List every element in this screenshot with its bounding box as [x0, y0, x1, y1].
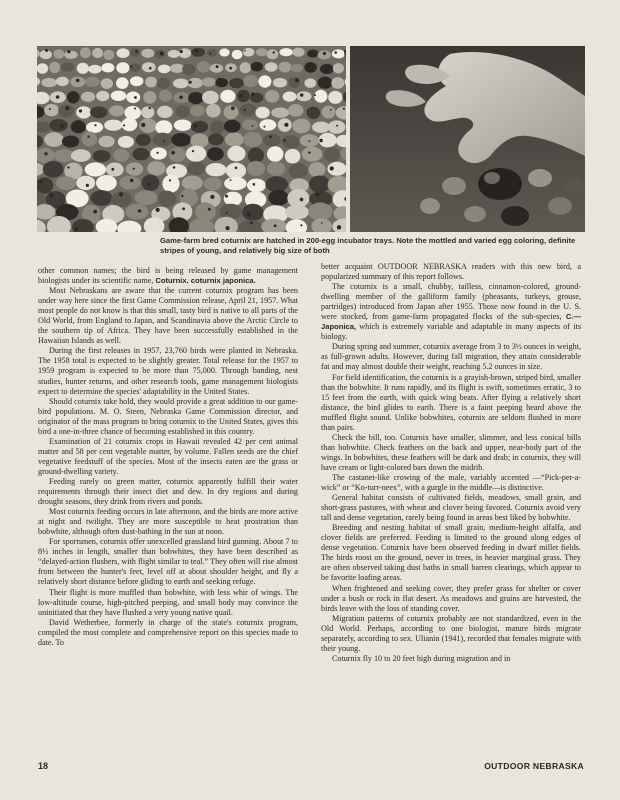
egg-speckle — [252, 125, 254, 127]
egg-shape — [288, 104, 303, 117]
egg-shape — [96, 175, 117, 191]
egg-shape — [232, 50, 243, 59]
egg-speckle — [111, 168, 114, 171]
egg-shape — [141, 49, 154, 58]
egg-shape — [103, 50, 114, 60]
egg-shape — [174, 120, 192, 131]
egg-shape — [104, 120, 123, 131]
egg-shape — [170, 64, 185, 73]
egg-shape — [292, 48, 304, 57]
egg-speckle — [87, 136, 89, 138]
egg-speckle — [56, 95, 60, 99]
egg-shape — [328, 120, 346, 133]
egg-shape — [289, 163, 308, 178]
egg-speckle — [269, 135, 272, 138]
egg-shape — [247, 179, 266, 193]
egg-shape — [157, 106, 173, 118]
egg-shape — [76, 176, 95, 190]
egg-speckle — [157, 152, 159, 154]
egg-shape — [106, 163, 124, 177]
egg-speckle — [149, 67, 152, 70]
egg-shape — [265, 62, 278, 71]
egg-speckle — [181, 195, 183, 197]
egg-shape — [145, 77, 157, 88]
egg-speckle — [44, 152, 47, 155]
paragraph: When frightened and seeking cover, they prefer grass for shelter or cover under a bush or rock in flat desert. As meadows and grains are harvested, the birds leave with the loss of standing cover. — [321, 583, 581, 613]
egg-speckle — [130, 65, 132, 67]
egg-speckle — [217, 153, 221, 157]
paragraph: Should coturnix take hold, they would provide a great addition to our game-bird populations. M. O. Steen, Nebraska Game Commission director, and originator of the mass program to bring coturnix to the United States, gives this bird a one-in-three chance of becoming established in this country. — [38, 396, 298, 436]
paragraph: Migration patterns of coturnix probably are not standardized, even in the Old World. Perhaps, according to one biologist, mature birds migrate separately, according to sex. Ulianin (1941), recorded that females migrate with their young. — [321, 613, 581, 653]
egg-shape — [227, 146, 245, 162]
egg-speckle — [330, 109, 332, 111]
egg-shape — [143, 91, 156, 104]
egg-shape — [206, 104, 221, 118]
egg-shape — [56, 77, 69, 87]
egg-speckle — [130, 179, 133, 182]
egg-speckle — [209, 52, 211, 54]
photo-row — [37, 46, 585, 232]
paragraph: Most coturnix feeding occurs in late afternoon, and the birds are more active at night and twilight. They are more susceptible to heat prostration than bobwhite, although often dust-bathing in the sun at noon. — [38, 507, 298, 537]
egg-speckle — [65, 106, 69, 110]
egg-speckle — [133, 168, 135, 170]
egg-shape — [259, 119, 276, 130]
egg-shape — [239, 104, 256, 117]
egg-speckle — [239, 94, 242, 97]
egg-speckle — [156, 208, 160, 212]
egg-speckle — [253, 183, 256, 186]
egg-speckle — [251, 93, 254, 96]
egg-shape — [133, 148, 150, 161]
egg-shape — [188, 92, 204, 104]
egg-shape — [267, 146, 283, 161]
egg-shape — [279, 48, 292, 56]
egg-speckle — [39, 180, 42, 183]
egg-speckle — [45, 49, 48, 52]
egg-shape — [116, 62, 129, 73]
paragraph: Feeding rarely on green matter, coturnix apparently fulfill their water requirements through their insect diet and dew. In dry regions and during drought seasons, they drink from rivers and ponds. — [38, 476, 298, 507]
egg-shape — [126, 92, 140, 104]
egg-shape — [119, 176, 140, 190]
egg-shape — [99, 136, 115, 148]
egg-shape — [41, 78, 57, 87]
egg-speckle — [147, 183, 150, 186]
egg-shape — [202, 91, 219, 104]
paragraph: The coturnix is a small, chubby, tailless, cinnamon-colored, ground-dwelling member of the galliform family (pheasants, turkeys, grouse, partridges) introduced from Japan after 1955. Those now found in the U. S. were stocked, from game-farm propagated flocks of the sub-species, C.—Japonica, which is extremely variable and adaptable in many aspects of its biology. — [321, 282, 581, 342]
egg-shape — [278, 62, 291, 73]
egg-shape — [229, 78, 243, 88]
egg-shape — [118, 136, 134, 148]
egg-shape — [162, 175, 179, 193]
egg-shape — [242, 204, 263, 221]
egg-shape — [49, 62, 60, 73]
egg-speckle — [49, 108, 51, 110]
egg-speckle — [179, 96, 183, 100]
egg-shape — [273, 78, 287, 88]
egg-shape — [314, 90, 327, 103]
paragraph: For sportsmen, coturnix offer unexcelled grassland bird gunning. About 7 to 8½ inches in length, smaller than bobwhites, they have been described as “delayed-action flushers, with flight similar to teal.” They often will rise almost from between the hunter's feet, level off at about shoulder height, and fly a relatively short distance before gliding to earth and seeking refuge. — [38, 537, 298, 587]
paragraph: Examination of 21 coturnix crops in Hawaii revealed 42 per cent animal matter and 58 per cent vegetable matter, by volume. Fallen seeds are the chief vegetative feedstuff of the species. Most of the insects eaten are the grass or ground-dwelling variety. — [38, 436, 298, 476]
egg-shape — [332, 49, 345, 58]
egg-speckle — [336, 125, 338, 127]
egg-shape — [86, 122, 103, 133]
egg-speckle — [189, 81, 192, 84]
egg-shape — [219, 48, 229, 56]
egg-shape — [309, 162, 326, 177]
paragraph: For field identification, the coturnix is a grayish-brown, striped bird, smaller than the bobwhite. It runs rapidly, and its flight is swift, sometimes erratic, 3 to 15 feet from the earth, with quick wing beats. After flying a relatively short distance, the bird glides to earth. There is a faint peeping heard above the muffled flight sound. Unlike bobwhites, coturnix are seldom flushed in more than pairs. — [321, 372, 581, 432]
egg-shape — [191, 48, 205, 57]
egg-shape — [43, 161, 64, 178]
egg-shape — [285, 205, 309, 220]
egg-speckle — [226, 226, 230, 230]
egg-speckle — [169, 179, 171, 181]
egg-shape — [187, 162, 205, 175]
egg-shape — [224, 105, 239, 119]
egg-shape — [224, 192, 242, 206]
egg-speckle — [149, 107, 151, 109]
magazine-title: OUTDOOR NEBRASKA — [484, 761, 584, 771]
egg-speckle — [295, 78, 299, 82]
egg-speckle — [173, 166, 176, 169]
right-column — [321, 262, 581, 664]
egg-shape — [237, 90, 250, 103]
egg-speckle — [192, 150, 194, 152]
egg-shape — [328, 91, 342, 104]
egg-speckle — [250, 221, 253, 224]
egg-shape — [267, 49, 279, 59]
egg-shape — [173, 79, 189, 89]
egg-shape — [288, 77, 300, 88]
egg-shape — [130, 48, 140, 57]
egg-speckle — [163, 140, 165, 142]
egg-shape — [58, 104, 74, 117]
egg-shape — [85, 77, 100, 87]
egg-speckle — [123, 124, 125, 126]
left-column — [38, 266, 298, 648]
egg-speckle — [50, 193, 54, 197]
egg-speckle — [138, 209, 141, 212]
photo-caption: Game-farm bred coturnix are hatched in 200-egg incubator trays. Note the mottled and varied egg coloring, definite stripes of young, and relatively big size of both — [160, 236, 576, 255]
egg-shape — [331, 77, 344, 89]
egg-speckle — [300, 224, 302, 226]
egg-shape — [247, 161, 265, 176]
egg-shape — [258, 75, 271, 87]
egg-shape — [116, 77, 129, 89]
egg-speckle — [119, 192, 123, 196]
egg-shape — [333, 63, 344, 73]
egg-speckle — [300, 198, 304, 202]
egg-shape — [136, 134, 151, 146]
egg-shape — [283, 92, 297, 102]
egg-shape — [322, 106, 336, 119]
egg-shape — [90, 106, 108, 118]
egg-speckle — [208, 208, 211, 211]
egg-shape — [88, 65, 101, 74]
egg-shape — [157, 78, 171, 89]
paragraph: David Wetherbee, formerly in charge of the state's coturnix program, compiled the most complete and comprehensive report on this species made to date. To — [38, 617, 298, 647]
hand-photo-graphic — [350, 46, 585, 232]
egg-shape — [290, 64, 303, 73]
egg-shape — [81, 92, 95, 102]
egg-shape — [158, 65, 171, 74]
egg-shape — [37, 63, 48, 74]
egg-shape — [190, 105, 205, 116]
egg-speckle — [76, 79, 80, 83]
egg-shape — [61, 63, 75, 72]
paragraph: The castanet-like crowing of the male, variably accented —“Pick-per-a-wick” or “Ko-turr-neex”, with a gurgle in the middle—is distinctive. — [321, 472, 581, 493]
paragraph: During spring and summer, coturnix average from 3 to 3½ ounces in weight, as full-grown adults. However, during fall migration, they attain considerable fat and may almost double their weight, reaching 5.2 ounces in size. — [321, 342, 582, 372]
egg-shape — [117, 48, 130, 58]
egg-shape — [304, 62, 317, 73]
egg-shape — [171, 133, 191, 146]
egg-shape — [62, 136, 79, 148]
egg-shape — [292, 119, 310, 134]
egg-shape — [150, 147, 167, 159]
egg-speckle — [263, 126, 265, 128]
egg-shape — [208, 133, 224, 145]
egg-shape — [263, 134, 281, 146]
egg-speckle — [229, 67, 232, 70]
egg-shape — [54, 49, 65, 59]
egg-shape — [265, 176, 288, 192]
egg-shape — [210, 121, 224, 135]
egg-shape — [243, 75, 258, 87]
paragraph: Check the bill, too. Coturnix have smaller, slimmer, and less conical bills than bobwhite. Check feathers on the back and upper, near-body part of the wings. In bobwhites, these feathers will be dark and drab; in coturnix, they will have cream or light-colored bars down the midrib. — [321, 432, 581, 472]
egg-speckle — [334, 51, 337, 54]
egg-shape — [304, 78, 316, 88]
egg-shape — [207, 49, 217, 57]
egg-shape — [142, 175, 160, 192]
egg-speckle — [315, 193, 319, 197]
egg-shape — [285, 149, 301, 164]
egg-shape — [318, 77, 333, 89]
egg-shape — [179, 48, 192, 58]
page-number: 18 — [38, 761, 49, 771]
egg-shape — [169, 147, 186, 162]
egg-shape — [91, 190, 113, 206]
egg-speckle — [314, 94, 316, 96]
egg-shape — [153, 133, 173, 147]
egg-speckle — [60, 124, 64, 128]
egg-speckle — [79, 109, 82, 112]
egg-speckle — [300, 93, 303, 96]
egg-shape — [202, 77, 216, 86]
egg-shape — [158, 191, 176, 207]
paragraph: better acquaint OUTDOOR NEBRASKA readers with this new bird, a popularized summary of this report follows. — [321, 262, 581, 282]
egg-shape — [282, 135, 300, 148]
egg-shape — [56, 176, 76, 190]
egg-speckle — [216, 65, 219, 68]
egg-shape — [268, 190, 288, 206]
egg-speckle — [86, 184, 89, 187]
egg-shape — [302, 147, 323, 162]
egg-shape — [159, 90, 172, 102]
egg-speckle — [319, 139, 323, 143]
egg-shape — [130, 76, 143, 86]
egg-shape — [240, 62, 251, 73]
egg-shape — [80, 47, 91, 58]
egg-speckle — [141, 123, 145, 127]
egg-speckle — [231, 106, 235, 110]
egg-shape — [77, 63, 89, 74]
egg-speckle — [330, 166, 334, 170]
egg-speckle — [210, 195, 214, 199]
egg-shape — [101, 63, 114, 73]
egg-shape — [71, 149, 91, 162]
egg-speckle — [247, 212, 251, 216]
egg-shape — [210, 64, 223, 73]
egg-shape — [197, 61, 211, 72]
egg-speckle — [244, 50, 246, 52]
egg-shape — [125, 204, 148, 220]
egg-speckle — [67, 50, 70, 53]
egg-shape — [206, 163, 227, 176]
egg-shape — [168, 50, 180, 58]
egg-speckle — [195, 49, 199, 53]
egg-speckle — [244, 109, 246, 111]
egg-shape — [176, 105, 190, 117]
egg-shape — [190, 133, 208, 148]
egg-speckle — [306, 63, 310, 67]
egg-speckle — [226, 212, 228, 214]
egg-speckle — [225, 195, 228, 198]
egg-shape — [96, 91, 109, 101]
egg-shape — [296, 91, 311, 101]
egg-shape — [155, 120, 172, 134]
paragraph: Most Nebraskans are aware that the current coturnix program has been under way here since the first Game Commission release, April 21, 1957. What most people do not know is that this small, tasty bird is native to all parts of the Old World, from England to Japan, and Scandinavia above the Arctic Circle to the southern tip of Africa. They have been successfully established in the Hawaiian Islands as well. — [38, 286, 298, 346]
egg-speckle — [283, 139, 286, 142]
egg-shape — [267, 162, 285, 176]
egg-speckle — [343, 108, 345, 110]
egg-shape — [220, 90, 235, 103]
egg-shape — [195, 203, 216, 222]
paragraph: other common names; the bird is being released by game management biologists under its scientific name, Coturnix. coturnix japonica. — [38, 266, 298, 286]
egg-shape — [182, 64, 195, 75]
egg-shape — [82, 132, 98, 147]
paragraph: Their flight is more muffled than bobwhite, with less whir of wings. The low-altitude course, high-pitched peeping, and small body may convince the uninitiated that they have flushed a very young native quail. — [38, 587, 298, 617]
egg-shape — [109, 105, 124, 116]
egg-shape — [44, 132, 64, 147]
egg-shape — [49, 119, 67, 132]
eggs-photo-graphic — [37, 46, 346, 232]
egg-speckle — [171, 151, 175, 155]
egg-speckle — [160, 52, 164, 56]
egg-shape — [271, 108, 289, 118]
egg-speckle — [321, 222, 323, 224]
egg-speckle — [94, 124, 96, 126]
egg-shape — [111, 91, 127, 101]
egg-speckle — [309, 52, 312, 55]
egg-speckle — [135, 50, 138, 53]
egg-speckle — [309, 140, 311, 142]
egg-shape — [142, 62, 156, 72]
egg-shape — [182, 176, 203, 191]
egg-shape — [242, 119, 258, 130]
egg-shape — [141, 106, 154, 118]
egg-shape — [307, 107, 321, 120]
egg-shape — [135, 190, 158, 205]
egg-shape — [309, 176, 330, 193]
egg-shape — [255, 107, 269, 119]
egg-speckle — [93, 210, 97, 214]
egg-shape — [224, 177, 247, 191]
egg-shape — [226, 163, 246, 179]
egg-shape — [124, 106, 141, 120]
egg-speckle — [256, 66, 258, 68]
egg-speckle — [134, 108, 136, 110]
egg-speckle — [180, 50, 183, 53]
egg-speckle — [193, 124, 197, 128]
egg-shape — [191, 121, 208, 133]
egg-shape — [186, 146, 206, 162]
egg-speckle — [274, 224, 277, 227]
egg-shape — [85, 162, 106, 176]
egg-speckle — [67, 166, 69, 168]
egg-shape — [204, 177, 222, 190]
egg-speckle — [235, 167, 238, 170]
egg-shape — [265, 90, 279, 103]
egg-speckle — [284, 123, 288, 127]
egg-speckle — [218, 78, 222, 82]
egg-speckle — [273, 51, 275, 53]
egg-speckle — [337, 225, 341, 229]
egg-shape — [224, 120, 241, 133]
egg-shape — [64, 51, 78, 59]
paragraph: General habitat consists of cultivated fields, meadows, small grain, and short-grass pastures, with wheat and clover being favored. Coturnix avoid very tall and dense vegetation, rarely being found in areas best liked by bobwhite. — [321, 493, 581, 523]
egg-shape — [147, 161, 165, 176]
photo-incubator-trays — [37, 46, 346, 232]
egg-shape — [243, 132, 262, 147]
photo-hand-with-chicks — [350, 46, 585, 232]
egg-shape — [256, 48, 268, 56]
egg-speckle — [323, 52, 326, 55]
egg-shape — [113, 149, 129, 162]
paragraph: Breeding and nesting habitat of small grain, medium-height alfalfa, and clover fields are preferred. Feeding is limited to the ground along edges of dense vegetation. Coturnix have been observed feeding in dwarf millet fields. The birds roost on the ground, never in trees, in heavier marginal grass. They are often observed taking dust baths in small barren clearings, which appear to be favorite loafing areas. — [321, 523, 581, 583]
egg-speckle — [230, 179, 232, 181]
egg-shape — [44, 104, 59, 116]
egg-shape — [308, 202, 332, 220]
egg-speckle — [307, 110, 309, 112]
egg-shape — [320, 64, 334, 74]
egg-shape — [92, 48, 103, 58]
egg-shape — [93, 150, 111, 162]
egg-shape — [324, 147, 340, 162]
egg-shape — [71, 120, 86, 133]
egg-speckle — [308, 151, 310, 153]
egg-speckle — [74, 227, 78, 231]
paragraph: During the first releases in 1957, 23,760 birds were planted in Nebraska. The 1958 total is expected to be slightly greater. Total release for the 1957 to 1959 program is expected to be more than 75,000. Through banding, nest studies, hunter returns, and other research tools, game management biologists expect to determine the species' adaptability in the United States. — [38, 346, 298, 396]
egg-shape — [101, 78, 113, 89]
egg-shape — [225, 133, 244, 147]
egg-shape — [76, 106, 91, 118]
egg-shape — [243, 48, 254, 57]
egg-shape — [312, 122, 330, 133]
egg-speckle — [134, 96, 137, 99]
paragraph: Coturnix fly 10 to 20 feet high during migration and in — [332, 653, 511, 663]
egg-speckle — [182, 207, 185, 210]
egg-shape — [67, 91, 80, 103]
